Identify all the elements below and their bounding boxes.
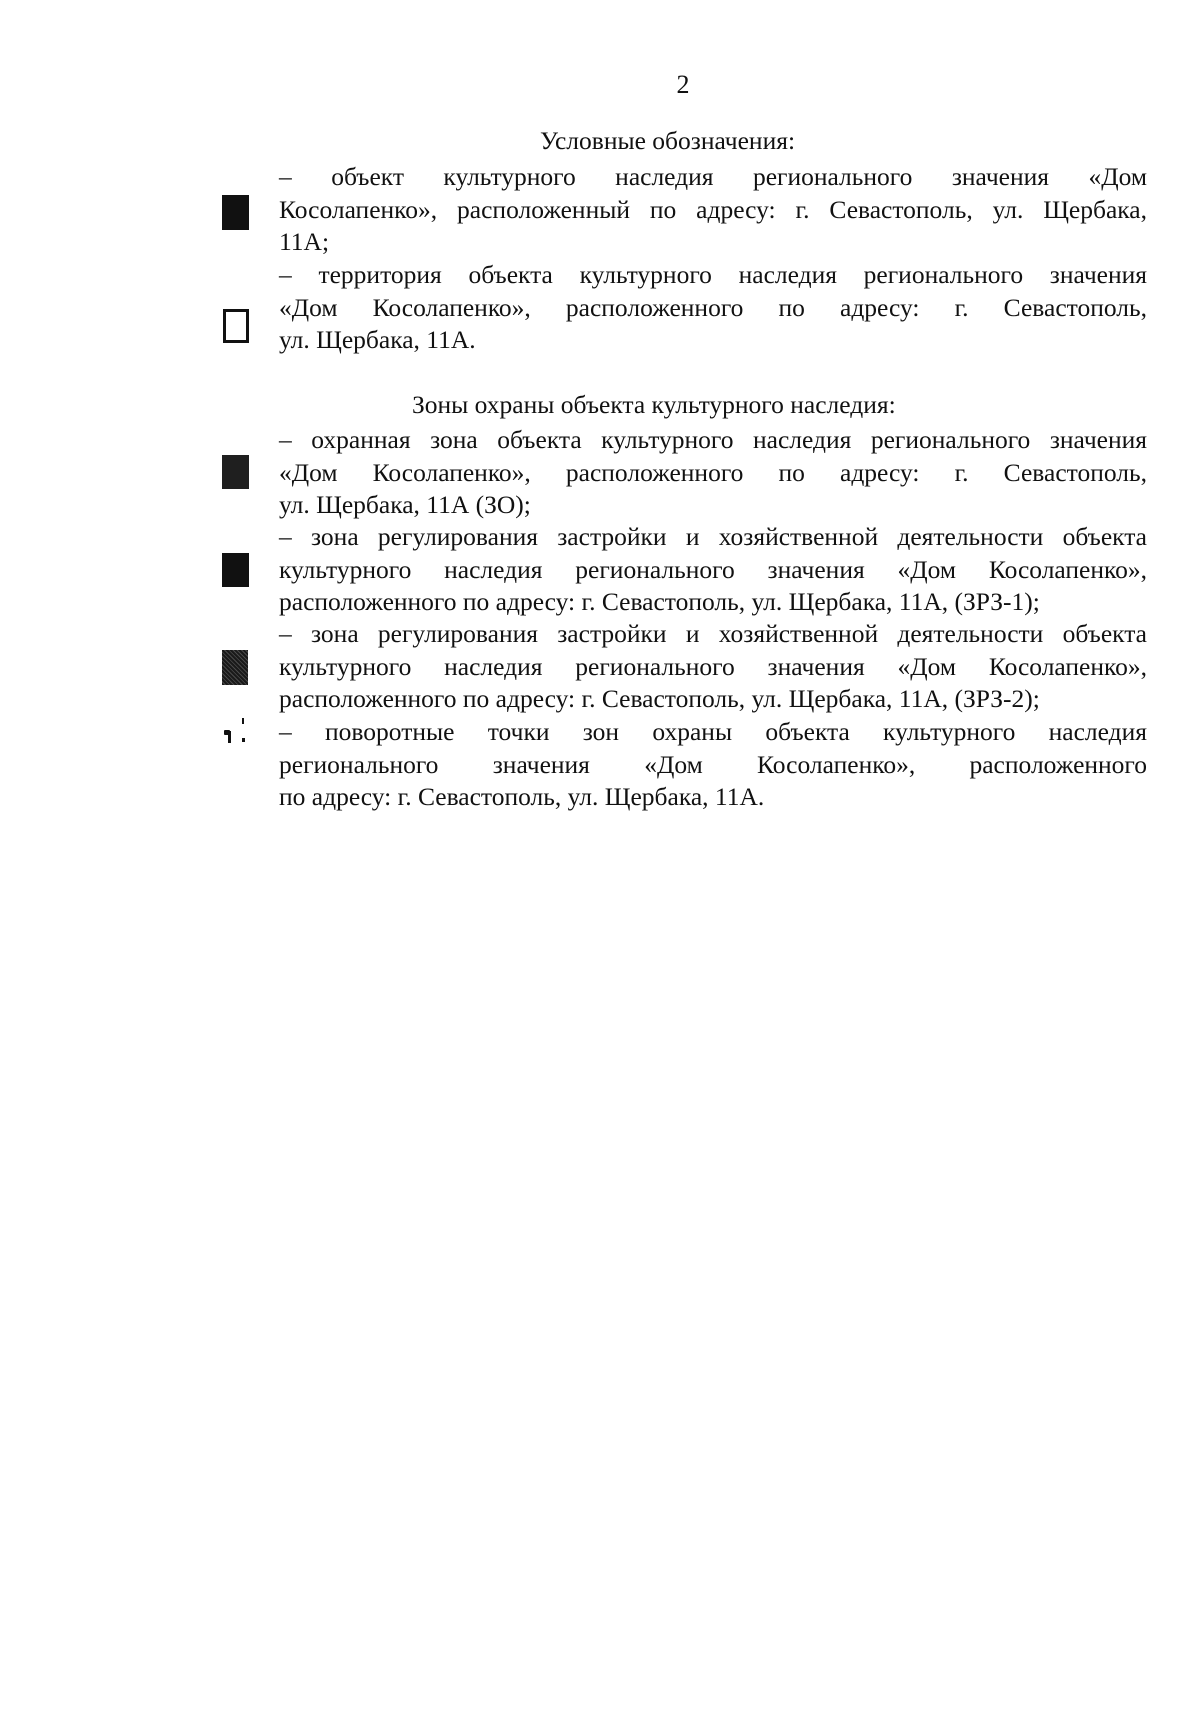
legend-symbol-heritage-territory: [223, 309, 249, 343]
zone-item-protection-zone-line-1: – охранная зона объекта культурного наследия регионального значения: [279, 425, 1147, 454]
zone-symbol-zrz-1: [222, 553, 249, 587]
legend-item-heritage-object-line-1: – объект культурного наследия регионального значения «Дом: [279, 162, 1147, 191]
zone-symbol-protection-zone: [222, 455, 249, 489]
page-number: 2: [676, 70, 690, 99]
zone-item-turning-points-line-1: – поворотные точки зон охраны объекта культурного наследия: [279, 717, 1147, 746]
legend-item-heritage-object: [279, 161, 1147, 259]
zone-item-zrz-2: [279, 618, 1147, 716]
zone-item-zrz-2-line-3: расположенного по адресу: г. Севастополь, ул. Щербака, 11А, (ЗРЗ-2);: [279, 684, 1040, 713]
zone-item-zrz-2-line-1: – зона регулирования застройки и хозяйственной деятельности объекта: [279, 619, 1147, 648]
legend-item-heritage-territory: [279, 259, 1147, 357]
zone-item-protection-zone-line-3: ул. Щербака, 11А (ЗО);: [279, 490, 531, 519]
zones-heading: Зоны охраны объекта культурного наследия:: [412, 390, 896, 419]
zone-item-turning-points-line-2: регионального значения «Дом Косолапенко», расположенного: [279, 749, 1147, 779]
zone-symbol-zrz-2: [222, 650, 248, 685]
zone-item-turning-points-line-3: по адресу: г. Севастополь, ул. Щербака, 11А.: [279, 782, 765, 811]
legend-item-heritage-territory-line-2: «Дом Косолапенко», расположенного по адресу: г. Севастополь,: [279, 292, 1147, 322]
zone-item-zrz-1: [279, 521, 1147, 619]
zone-item-protection-zone-line-2: «Дом Косолапенко», расположенного по адресу: г. Севастополь,: [279, 457, 1147, 487]
legend-item-heritage-territory-line-1: – территория объекта культурного наследия регионального значения: [279, 260, 1147, 289]
zone-item-protection-zone: [279, 424, 1147, 522]
zone-item-zrz-2-line-2: культурного наследия регионального значения «Дом Косолапенко»,: [279, 651, 1147, 681]
zone-item-zrz-1-line-1: – зона регулирования застройки и хозяйственной деятельности объекта: [279, 522, 1147, 551]
legend-heading: Условные обозначения:: [540, 126, 796, 155]
legend-symbol-heritage-object: [222, 195, 249, 230]
zone-item-turning-points: [279, 716, 1147, 814]
zone-item-zrz-1-line-2: культурного наследия регионального значения «Дом Косолапенко»,: [279, 554, 1147, 584]
turning-points-marker-icon: [222, 718, 248, 750]
legend-item-heritage-object-line-2: Косолапенко», расположенный по адресу: г. Севастополь, ул. Щербака,: [279, 194, 1147, 224]
legend-item-heritage-object-line-3: 11А;: [279, 227, 330, 256]
zone-item-zrz-1-line-3: расположенного по адресу: г. Севастополь, ул. Щербака, 11А, (ЗРЗ-1);: [279, 587, 1040, 616]
legend-item-heritage-territory-line-3: ул. Щербака, 11А.: [279, 325, 476, 354]
